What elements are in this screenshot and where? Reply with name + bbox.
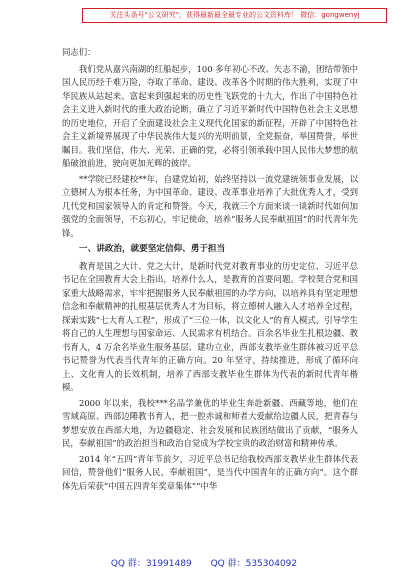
header-banner: 关注头条号"公文研究"，获得最新最全最专业的公文资料库！ 微信：gongwenyj xyxy=(82,8,387,23)
footer-qq-group-1: QQ 群：31991489 xyxy=(110,559,192,569)
footer-contact xyxy=(0,556,408,569)
section-heading-1: 一、讲政治，就要坚定信仰、勇于担当 xyxy=(79,244,226,254)
paragraph-intro-2: **学院已经建校**年，自建党始初，始终坚持以一流党建统领事业发展，以立德树人为根本任务，为中国革命、建设、改革事业培养了大批优秀人才，受到几代党和国家领导人的肯定和赞誉。今天，我就三个方面来谈一谈新时代如何加强党的全面领导，不忘初心，牢记使命，培养“服务人民奉献祖国”的时代青年先锋。 xyxy=(62,173,358,238)
paragraph-intro-1: 我们党从嘉兴南湖的红船起步，100 多年初心不改、矢志不渝，团结带领中国人民历经千难万险，夺取了革命、建设、改革各个时期的伟大胜利，实现了中华民族从站起来、富起来到强起来的历史性飞跃党的十九大，作出了中国特色社会主义进入新时代的重大政治论断，确立了习近平新时代中国特色社会主义思想的历史地位，开启了全面建设社会主义现代化国家的新征程，开辟了中国特色社会主义新境界展现了中华民族伟大复兴的光明前景，全党振奋，举国赞誉，举世瞩目。我们坚信，伟大、光荣、正确的党，必将引领承载中国人民伟大梦想的航船破浪前进，驶向更加光辉的彼岸。 xyxy=(62,63,358,168)
greeting: 同志们： xyxy=(62,47,96,57)
paragraph-section1-3: 2014 年“五四”青年节前夕，习近平总书记给我校西部支教毕业生群体代表回信，赞誉他们“服务人民，奉献祖国”，是当代中国青年的正确方向”。这个群体先后荣获“中国五四青年奖章集体”“中华 xyxy=(62,453,358,491)
paragraph-section1-2: 2000 年以来，我校***名品学兼优的毕业生奔赴新疆、西藏等地，他们在雪域高原、西部边陲教书育人，把一腔赤诚和师者大爱献给边疆人民，把青春与梦想安放在西部大地，为边疆稳定、社会发展和民族团结做出了贡献，“服务人民，奉献祖国”的政治担当和政治自觉成为学校宝贵的政治财富和精神传承。 xyxy=(62,397,358,448)
footer-qq-group-2: QQ 群：535304092 xyxy=(210,559,298,569)
paragraph-section1-1: 教育是国之大计、党之大计，是新时代党对教育事业的历史定位、习近平总书记在全国教育大会上指出，培养什么人，是教育的首要问题。学校契合党和国家重大战略需求，牢牢把握服务人民奉献祖国的办学方向，以培养具有坚定理想信念和奉献精神的扎根基层优秀人才为目标，将立德树人融入人才培养全过程，探索实践“七大育人工程”，形成了“三位一体，以文化人”的育人模式，引导学生将自己的人生理想与国家命运、人民需求有机结合。百余名毕业生扎根边疆、教书育人，4 万余名毕业生服务基层、建功立业，西部支教毕业生群体被习近平总书记赞誉为代表当代青年的正确方向。20 年坚守，持续推进，形成了循环向上、文化育人的长效机制，培养了西部支教毕业生群体为代表的新时代青年楷模。 xyxy=(62,260,358,392)
document-body xyxy=(62,46,358,495)
